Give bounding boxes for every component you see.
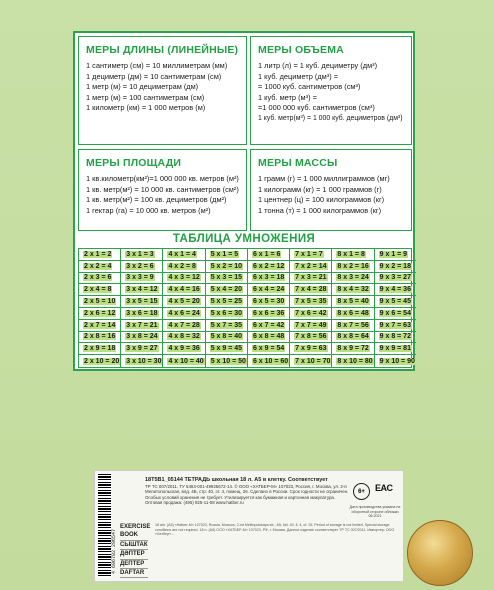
table-cell — [375, 320, 416, 332]
mass-units-title: МЕРЫ МАССЫ — [258, 157, 338, 169]
table-cell-text: 7 x 7 = 49 — [295, 321, 327, 329]
table-cell — [121, 355, 163, 367]
product-title: 18Т5В1_05144 ТЕТРАДЬ школьная 18 л. А5 в клетку. Соответствует — [145, 477, 328, 483]
table-cell-text: 8 x 4 = 32 — [337, 286, 369, 294]
table-cell-text: 8 x 3 = 24 — [337, 274, 369, 282]
table-cell-text: 7 x 9 = 63 — [295, 345, 327, 353]
table-cell — [248, 332, 290, 344]
table-cell — [375, 261, 416, 273]
table-cell — [121, 320, 163, 332]
table-cell-text: 7 x 1 = 7 — [295, 250, 323, 258]
table-cell-text: 5 x 3 = 15 — [210, 274, 243, 282]
table-cell-text: 9 x 7 = 63 — [379, 321, 411, 329]
area-line: 1 кв. метр(м²) = 10 000 кв. сантиметров (см²) — [86, 184, 239, 194]
table-cell — [163, 273, 205, 285]
table-cell-text: 9 x 2 = 18 — [379, 262, 411, 270]
table-cell — [79, 343, 121, 355]
table-cell-text: 4 x 8 = 32 — [168, 333, 200, 341]
table-cell-text: 5 x 10 = 50 — [210, 357, 246, 365]
table-cell — [163, 320, 205, 332]
table-cell — [375, 343, 416, 355]
table-cell-text: 2 x 9 = 18 — [84, 345, 116, 353]
table-cell-text: 6 x 2 = 12 — [252, 262, 285, 270]
length-line: 1 метр (м) = 100 сантиметрам (см) — [86, 92, 205, 102]
table-cell — [79, 296, 121, 308]
table-cell — [290, 332, 332, 344]
brand-item: ДЕПТЕР — [120, 560, 148, 569]
table-cell-text: 4 x 6 = 24 — [168, 309, 200, 317]
table-cell-text: 4 x 3 = 12 — [168, 274, 200, 282]
table-cell — [121, 343, 163, 355]
table-cell-text: 5 x 6 = 30 — [210, 309, 243, 317]
table-cell-text: 6 x 4 = 24 — [252, 286, 285, 294]
table-cell — [290, 296, 332, 308]
area-line: 1 кв. метр(м²) = 100 кв. дециметров (дм²) — [86, 195, 227, 205]
table-cell-text: 9 x 9 = 81 — [379, 345, 411, 353]
table-cell — [79, 273, 121, 285]
mass-line: 1 тонна (т) = 1 000 килограммов (кг) — [258, 205, 382, 215]
table-cell — [332, 308, 374, 320]
table-cell — [332, 343, 374, 355]
table-cell-text: 2 x 3 = 6 — [84, 274, 112, 282]
table-cell — [163, 308, 205, 320]
table-cell-text: 7 x 8 = 56 — [295, 333, 327, 341]
table-cell — [248, 273, 290, 285]
table-cell-text: 7 x 10 = 70 — [295, 357, 331, 365]
table-cell-text: 3 x 3 = 9 — [126, 274, 154, 282]
table-cell — [121, 284, 163, 296]
table-cell-text: 2 x 5 = 10 — [84, 298, 116, 306]
table-cell — [248, 308, 290, 320]
table-cell — [248, 320, 290, 332]
mass-line: 1 центнер (ц) = 100 килограммов (кг) — [258, 195, 385, 205]
table-cell-text: 5 x 7 = 35 — [210, 321, 243, 329]
table-cell — [163, 343, 205, 355]
brand-item: СЫШТАК — [120, 541, 148, 550]
table-cell-text: 2 x 7 = 14 — [84, 321, 116, 329]
table-cell — [290, 320, 332, 332]
product-info: ТР ТС 007/2011. ТУ 5463-001-49925672-14. © ООО «ХАТБЕР-М» 107023, Россия, г. Москва, ул. 2-я Мелитопольская, влд. 4Б, стр. 40, эт. 4, помещ. 26. Сделано в России. Срок годности не ограничен. Особых условий хранения не требует. Утилизируется как бумажная и картонная макулатура. Оптовая продажа: (495) 925-11-08 www.hatber.ru — [145, 484, 349, 506]
table-cell-text: 5 x 1 = 5 — [210, 250, 239, 258]
table-cell — [121, 249, 163, 261]
table-cell — [121, 308, 163, 320]
table-cell — [79, 249, 121, 261]
area-line: 1 гектар (га) = 10 000 кв. метров (м²) — [86, 205, 211, 215]
table-cell — [121, 332, 163, 344]
volume-units-box — [250, 36, 412, 145]
table-cell-text: 5 x 5 = 25 — [210, 298, 243, 306]
table-cell — [163, 249, 205, 261]
barcode-number: 4 606782 296547 — [111, 528, 117, 574]
mass-line: 1 килограмм (кг) = 1 000 граммов (г) — [258, 184, 382, 194]
table-cell-text: 6 x 7 = 42 — [252, 321, 285, 329]
volume-line: 1 куб. метр (м³) = — [258, 92, 317, 102]
eac-mark: EAC — [375, 483, 393, 493]
table-cell-text: 8 x 9 = 72 — [337, 345, 369, 353]
table-cell-text: 3 x 5 = 15 — [126, 298, 158, 306]
length-line: 1 метр (м) = 10 дециметрам (дм) — [86, 82, 199, 92]
table-cell-text: 4 x 9 = 36 — [168, 345, 200, 353]
table-cell — [290, 343, 332, 355]
table-cell-text: 2 x 6 = 12 — [84, 309, 116, 317]
table-cell-text: 3 x 2 = 6 — [126, 262, 154, 270]
table-cell — [375, 308, 416, 320]
table-cell — [332, 249, 374, 261]
production-date-note: Дата производства указана на оборотной стороне обложки 06.2021 — [349, 505, 401, 518]
table-cell-text: 6 x 10 = 60 — [252, 357, 289, 365]
table-cell-text: 6 x 9 = 54 — [252, 345, 285, 353]
table-cell-text: 6 x 8 = 48 — [252, 333, 285, 341]
mass-units-box — [250, 149, 412, 231]
gold-seal-icon — [407, 520, 473, 586]
table-cell — [79, 355, 121, 367]
length-line: 1 дециметр (дм) = 10 сантиметрам (см) — [86, 71, 222, 81]
product-label — [94, 470, 404, 582]
product-fine-print: 18 ark. (A5) «Hatber-M» 107023, Russia, Moscow, 2-nd Melitopolskaya str., 4B, bld. 40, fl. 4, of. 26. Period of storage is not limited. Special storage conditions are not required. 18 п. (A5) ООО «ХАТБЕР-М» 107023, РФ, г. Москва. Данное изделие соответствует ТР ТС 007/2011. Импортер: ООО «Хатбер»… — [155, 523, 395, 537]
barcode — [98, 474, 111, 578]
table-cell-text: 2 x 10 = 20 — [84, 357, 120, 365]
table-cell — [375, 284, 416, 296]
table-cell — [206, 249, 248, 261]
table-cell — [332, 320, 374, 332]
table-cell — [248, 296, 290, 308]
table-cell-text: 7 x 2 = 14 — [295, 262, 327, 270]
table-cell — [163, 284, 205, 296]
table-cell — [332, 261, 374, 273]
table-cell — [79, 261, 121, 273]
table-cell — [206, 320, 248, 332]
table-cell-text: 3 x 1 = 3 — [126, 250, 154, 258]
table-cell — [206, 355, 248, 367]
table-cell — [121, 296, 163, 308]
area-units-box — [78, 149, 247, 231]
table-cell-text: 3 x 4 = 12 — [126, 286, 158, 294]
table-cell-text: 6 x 6 = 36 — [252, 309, 285, 317]
table-cell-text: 3 x 9 = 27 — [126, 345, 158, 353]
table-cell — [332, 284, 374, 296]
table-cell — [79, 284, 121, 296]
table-cell-text: 5 x 2 = 10 — [210, 262, 243, 270]
table-cell-text: 8 x 7 = 56 — [337, 321, 369, 329]
table-cell — [332, 332, 374, 344]
brand-item: EXERCISE BOOK — [120, 523, 148, 541]
table-cell-text: 9 x 4 = 36 — [379, 286, 411, 294]
table-cell-text: 2 x 8 = 16 — [84, 333, 116, 341]
table-cell-text: 7 x 5 = 35 — [295, 298, 327, 306]
table-cell-text: 2 x 1 = 2 — [84, 250, 112, 258]
table-cell — [121, 261, 163, 273]
volume-line: = 1000 куб. сантиметров (см³) — [258, 82, 361, 92]
table-cell — [375, 296, 416, 308]
table-cell — [290, 249, 332, 261]
table-cell-text: 3 x 10 = 30 — [126, 357, 162, 365]
brand-item: DAFTAR — [120, 569, 148, 578]
table-cell-text: 9 x 3 = 27 — [379, 274, 411, 282]
length-units-box — [78, 36, 247, 145]
table-cell — [248, 284, 290, 296]
table-cell — [332, 355, 374, 367]
table-cell — [121, 273, 163, 285]
table-cell — [163, 332, 205, 344]
length-units-title: МЕРЫ ДЛИНЫ (ЛИНЕЙНЫЕ) — [86, 44, 239, 56]
table-cell — [248, 261, 290, 273]
table-cell — [332, 296, 374, 308]
volume-line: =1 000 000 куб. сантиметров (см³) — [258, 103, 375, 113]
table-cell-text: 7 x 4 = 28 — [295, 286, 327, 294]
table-cell-text: 7 x 3 = 21 — [295, 274, 327, 282]
table-cell-text: 6 x 5 = 30 — [252, 298, 285, 306]
table-cell — [206, 284, 248, 296]
table-cell-text: 4 x 4 = 16 — [168, 286, 200, 294]
table-cell — [163, 355, 205, 367]
table-cell — [375, 332, 416, 344]
table-cell — [375, 249, 416, 261]
table-cell-text: 8 x 1 = 8 — [337, 250, 365, 258]
table-cell — [290, 284, 332, 296]
reference-panel — [73, 31, 415, 371]
table-cell — [206, 273, 248, 285]
table-cell — [248, 355, 290, 367]
volume-line: 1 куб. дециметр (дм³) = — [258, 71, 339, 81]
table-cell-text: 9 x 8 = 72 — [379, 333, 411, 341]
table-cell-text: 4 x 10 = 40 — [168, 357, 204, 365]
table-cell-text: 6 x 1 = 6 — [252, 250, 281, 258]
table-cell-text: 9 x 6 = 54 — [379, 309, 411, 317]
table-cell-text: 3 x 8 = 24 — [126, 333, 158, 341]
table-cell-text: 9 x 10 = 90 — [379, 357, 415, 365]
volume-units-title: МЕРЫ ОБЪЕМА — [258, 44, 344, 56]
table-cell-text: 6 x 3 = 18 — [252, 274, 285, 282]
table-cell-text: 9 x 5 = 45 — [379, 298, 411, 306]
table-cell — [248, 343, 290, 355]
brand-list — [120, 523, 151, 578]
table-cell-text: 4 x 2 = 8 — [168, 262, 196, 270]
table-cell-text: 8 x 2 = 16 — [337, 262, 369, 270]
table-cell — [163, 261, 205, 273]
table-cell-text: 3 x 6 = 18 — [126, 309, 158, 317]
table-cell-text: 8 x 10 = 80 — [337, 357, 373, 365]
table-cell — [290, 261, 332, 273]
table-cell-text: 8 x 8 = 64 — [337, 333, 369, 341]
area-units-title: МЕРЫ ПЛОЩАДИ — [86, 157, 182, 169]
mass-line: 1 грамм (г) = 1 000 миллиграммов (мг) — [258, 174, 390, 183]
table-cell — [206, 308, 248, 320]
table-cell-text: 3 x 7 = 21 — [126, 321, 158, 329]
table-cell-text: 8 x 6 = 48 — [337, 309, 369, 317]
table-cell — [290, 273, 332, 285]
table-cell-text: 9 x 1 = 9 — [379, 250, 408, 258]
age-rating-badge: 6+ — [353, 483, 370, 500]
table-cell-text: 4 x 5 = 20 — [168, 298, 200, 306]
table-cell-text: 4 x 7 = 28 — [168, 321, 200, 329]
length-line: 1 километр (км) = 1 000 метров (м) — [86, 103, 206, 113]
table-cell-text: 5 x 4 = 20 — [210, 286, 243, 294]
table-cell — [375, 355, 416, 367]
table-cell — [163, 296, 205, 308]
table-cell — [206, 296, 248, 308]
volume-line: 1 куб. метр(м³) = 1 000 куб. дециметров (дм³) — [258, 114, 403, 122]
length-line: 1 сантиметр (см) = 10 миллиметрам (мм) — [86, 61, 228, 70]
volume-line: 1 литр (л) = 1 куб. дециметру (дм³) — [258, 61, 378, 70]
table-cell-text: 2 x 4 = 8 — [84, 286, 112, 294]
table-cell — [332, 273, 374, 285]
table-cell — [79, 308, 121, 320]
table-cell-text: 5 x 9 = 45 — [210, 345, 243, 353]
table-cell — [206, 332, 248, 344]
table-cell — [290, 308, 332, 320]
area-line: 1 кв.километр(км²)=1 000 000 кв. метров (м²) — [86, 174, 239, 183]
table-cell-text: 8 x 5 = 40 — [337, 298, 369, 306]
table-cell — [79, 320, 121, 332]
table-cell — [206, 343, 248, 355]
multiplication-table-title: ТАБЛИЦА УМНОЖЕНИЯ — [172, 233, 316, 245]
multiplication-table — [78, 248, 415, 368]
table-cell-text: 2 x 2 = 4 — [84, 262, 112, 270]
table-cell-text: 7 x 6 = 42 — [295, 309, 327, 317]
table-cell — [375, 273, 416, 285]
table-cell — [79, 332, 121, 344]
table-cell-text: 4 x 1 = 4 — [168, 250, 196, 258]
table-cell — [290, 355, 332, 367]
table-cell — [206, 261, 248, 273]
table-cell-text: 5 x 8 = 40 — [210, 333, 243, 341]
brand-item: ДӘПТЕР — [120, 550, 148, 559]
table-cell — [248, 249, 290, 261]
